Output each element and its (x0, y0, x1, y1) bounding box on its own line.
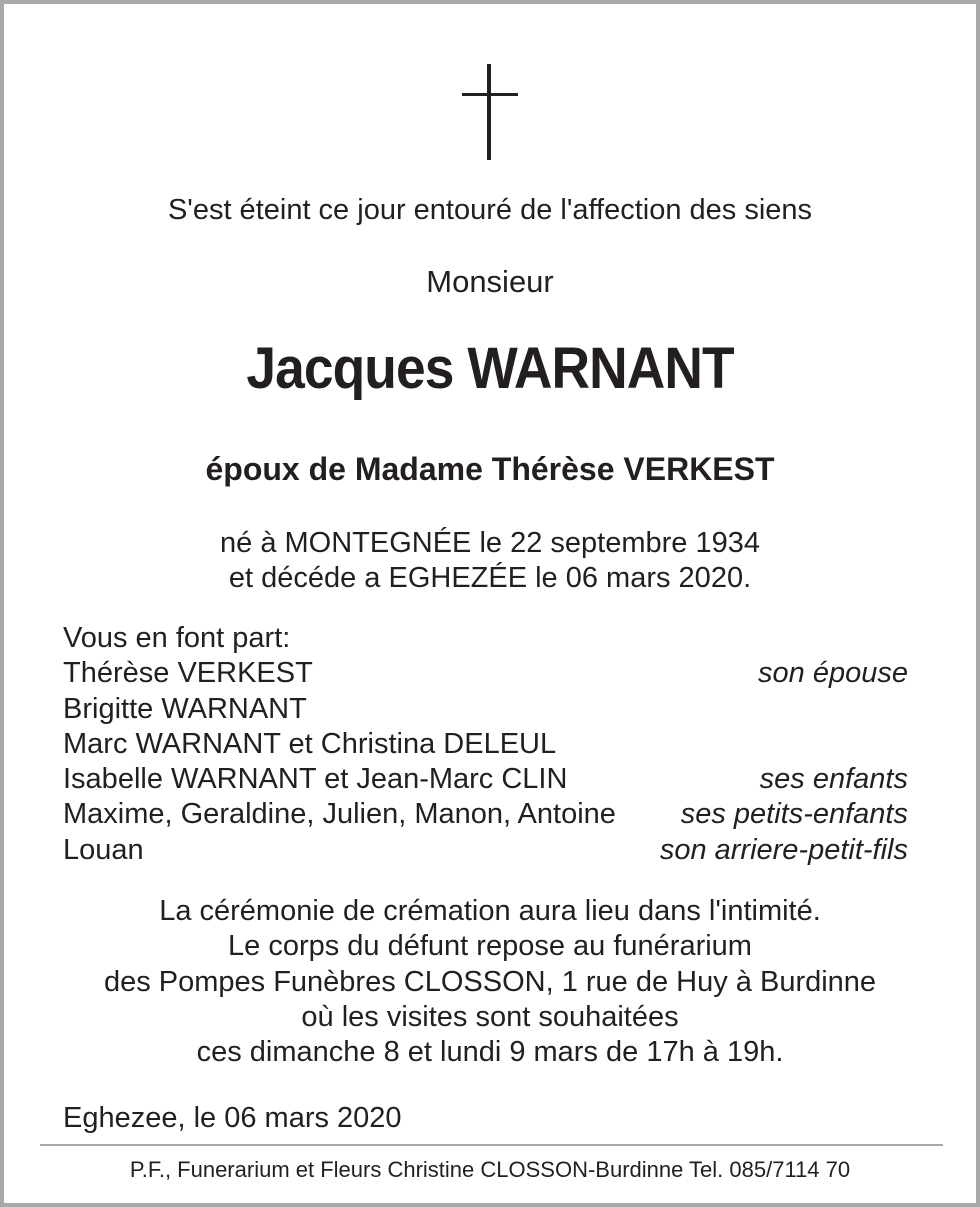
family-member: Marc WARNANT et Christina DELEUL (63, 727, 557, 760)
ceremony-line: où les visites sont souhaitées (301, 1000, 679, 1033)
intro-text: S'est éteint ce jour entouré de l'affection des siens (167, 194, 813, 226)
ceremony-line: Le corps du défunt repose au funérarium (228, 930, 752, 963)
family-list (63, 621, 908, 868)
birth-line: né à MONTEGNÉE le 22 septembre 1934 (220, 527, 760, 559)
cross-icon (4, 62, 976, 162)
honorific: Monsieur (426, 264, 554, 299)
family-member: Brigitte WARNANT (63, 692, 307, 725)
family-intro: Vous en font part: (63, 622, 291, 654)
deceased-name: Jacques WARNANT (246, 336, 734, 401)
family-row (63, 692, 908, 727)
family-relation: son épouse (758, 657, 908, 690)
family-member: Isabelle WARNANT et Jean-Marc CLIN (63, 763, 568, 796)
divider (40, 1144, 943, 1146)
family-row (63, 797, 908, 832)
family-row (63, 727, 908, 762)
ceremony-line: La cérémonie de crémation aura lieu dans l'intimité. (159, 895, 821, 927)
spouse-line: époux de Madame Thérèse VERKEST (205, 451, 775, 487)
family-relation: ses petits-enfants (680, 798, 908, 831)
ceremony-line: ces dimanche 8 et lundi 9 mars de 17h à 19h. (196, 1036, 784, 1069)
family-member: Louan (63, 833, 144, 866)
family-row (63, 762, 908, 797)
place-date: Eghezee, le 06 mars 2020 (63, 1102, 402, 1134)
family-member: Thérèse VERKEST (63, 657, 313, 690)
ceremony-line: des Pompes Funèbres CLOSSON, 1 rue de Huy à Burdinne (103, 965, 877, 998)
ceremony-details (4, 894, 976, 1070)
family-relation: son arriere-petit-fils (659, 833, 908, 866)
death-line: et décéde a EGHEZÉE le 06 mars 2020. (228, 562, 752, 594)
family-row (63, 656, 908, 691)
family-intro-row (63, 621, 908, 656)
family-relation: ses enfants (759, 763, 908, 796)
funeral-home-footer: P.F., Funerarium et Fleurs Christine CLOSSON-Burdinne Tel. 085/7114 70 (129, 1157, 851, 1182)
family-member: Maxime, Geraldine, Julien, Manon, Antoine (63, 798, 616, 831)
family-row (63, 833, 908, 868)
